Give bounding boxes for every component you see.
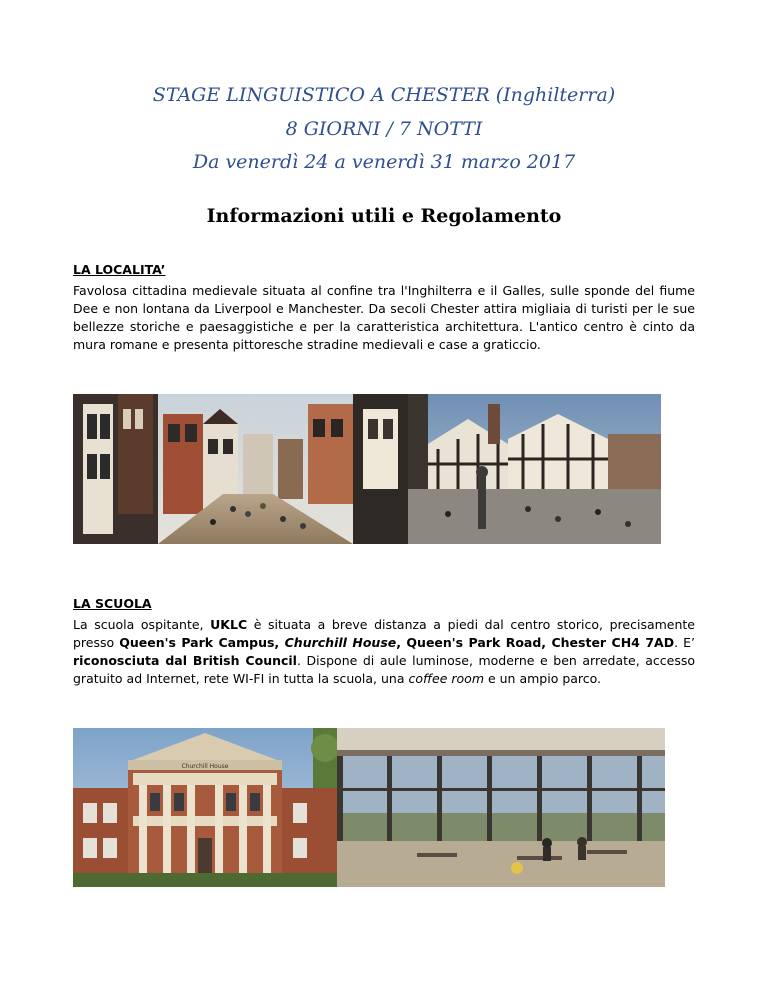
building-sign-text: Churchill House bbox=[181, 763, 229, 770]
text-run: . Dispone di aule luminose, moderne e ben arredate, accesso gratuito ad Internet, rete WI-FI in tutta la scuola, una bbox=[73, 653, 695, 686]
school-address: , Queen's Park Road, Chester CH4 7AD bbox=[396, 635, 675, 650]
chester-street-photo bbox=[73, 394, 408, 544]
text-run: e un ampio parco. bbox=[484, 671, 602, 686]
chester-square-photo bbox=[408, 394, 661, 544]
building-name: Churchill House bbox=[284, 635, 397, 650]
text-run: è situata a breve distanza a piedi dal centro storico, precisamente presso bbox=[73, 617, 696, 650]
section-text-scuola bbox=[73, 616, 695, 688]
text-run: . E’ bbox=[674, 635, 695, 650]
trip-duration: 8 GIORNI / 7 NOTTI bbox=[285, 118, 483, 140]
section-title-scuola: LA SCUOLA bbox=[73, 596, 152, 611]
accreditation: riconosciuta dal British Council bbox=[73, 653, 297, 668]
trip-dates: Da venerdì 24 a venerdì 31 marzo 2017 bbox=[192, 151, 576, 173]
document-heading: Informazioni utili e Regolamento bbox=[206, 205, 562, 227]
coffee-room-photo bbox=[337, 728, 665, 887]
section-text-localita: Favolosa cittadina medievale situata al confine tra l'Inghilterra e il Galles, sulle sponde del fiume Dee e non lontana da Liverpool e Manchester. Da secoli Chester attira migliaia di turisti per le sue bellezze storiche e paesaggistiche e per la caratteristica architettura. L'antico centro è cinto da mura romane e presenta pittoresche stradine medievali e case a graticcio. bbox=[73, 283, 695, 352]
text-run: La scuola ospitante, bbox=[73, 617, 211, 632]
coffee-room-term: coffee room bbox=[408, 671, 484, 686]
section-title-localita: LA LOCALITA’ bbox=[73, 262, 166, 277]
school-name: UKLC bbox=[210, 617, 248, 632]
campus-name: Queen's Park Campus, bbox=[119, 635, 285, 650]
churchill-house-photo bbox=[73, 728, 337, 887]
trip-title: STAGE LINGUISTICO A CHESTER (Inghilterra) bbox=[152, 84, 616, 106]
